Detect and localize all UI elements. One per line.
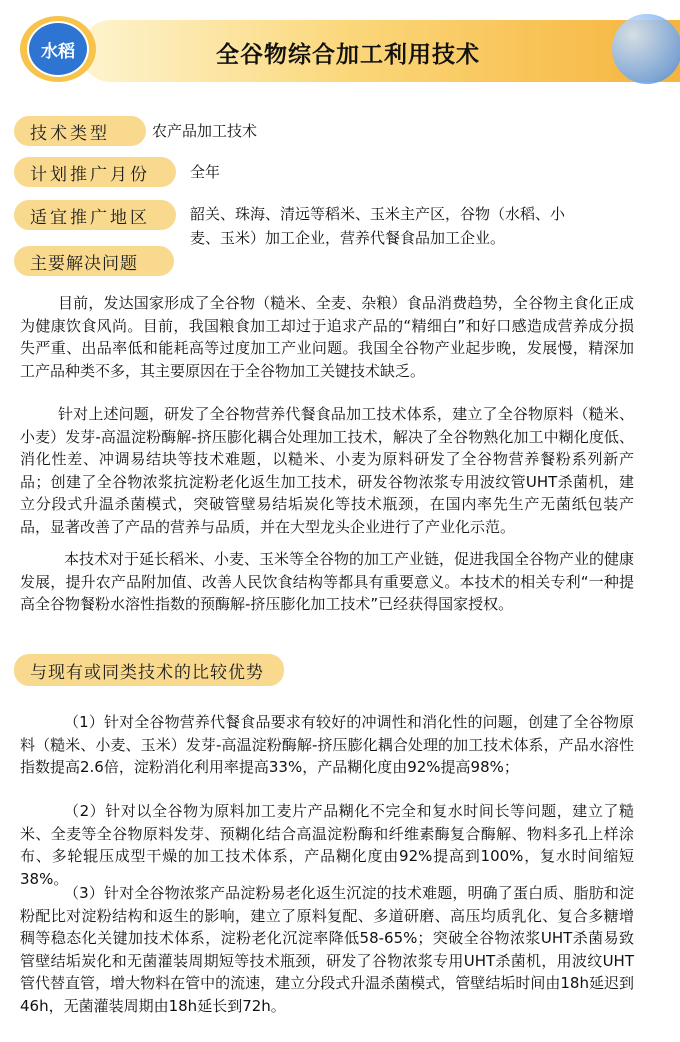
region-value-line1: 韶关、珠海、清远等稻米、玉米主产区，谷物（水稻、小 [190,205,566,223]
category-badge-label: 水稻 [27,21,89,77]
header-banner [20,16,680,88]
tech-type-value: 农产品加工技术 [152,122,258,140]
month-value: 全年 [190,163,221,181]
problems-paragraph-3: 本技术对于延长稻米、小麦、玉米等全谷物的加工产业链，促进我国全谷物产业的健康发展，提升农产品附加值、改善人民饮食结构等都具有重要意义。本技术的相关专利“一种提高全谷物餐粉水溶性指数的预酶解-挤压膨化加工技术”已经获得国家授权。 [20,550,635,613]
page-title: 全谷物综合加工利用技术 [216,42,480,68]
problems-paragraph-2: 针对上述问题，研发了全谷物营养代餐食品加工技术体系，建立了全谷物原料（糙米、小麦）发芽-高温淀粉酶解-挤压膨化耦合处理加工技术，解决了全谷物熟化加工中糊化度低、消化性差、冲调易结块等技术难题，以糙米、小麦为原料研发了全谷物营养餐粉系列新产品；创建了全谷物浓浆抗淀粉老化返生加工技术，研发谷物浓浆专用波纹管UHT杀菌机，建立分段式升温杀菌模式，突破管壁易结垢炭化等技术瓶颈，在国内率先生产无菌纸包装产品，显著改善了产品的营养与品质，并在大型龙头企业进行了产业化示范。 [20,405,634,536]
category-badge [20,16,96,82]
advantages-paragraph-3: （3）针对全谷物浓浆产品淀粉易老化返生沉淀的技术难题，明确了蛋白质、脂肪和淀粉配比对淀粉结构和返生的影响，建立了原料复配、多道研磨、高压均质乳化、复合多糖增稠等稳态化关键加技术体系，淀粉老化沉淀率降低58-65%；突破全谷物浓浆UHT杀菌易致管壁结垢炭化和无菌灌装周期短等技术瓶颈，研发了谷物浓浆专用UHT杀菌机，用波纹UHT管代替直管，增大物料在管中的流速，建立分段式升温杀菌模式，管壁结垢时间由18h延迟到46h，无菌灌装周期由18h延长到72h。 [20,884,634,1015]
problems-paragraph-1: 目前，发达国家形成了全谷物（糙米、全麦、杂粮）食品消费趋势，全谷物主食化正成为健康饮食风尚。目前，我国粮食加工却过于追求产品的“精细白”和好口感造成营养成分损失严重、出品率低和能耗高等过度加工产业问题。我国全谷物产业起步晚，发展慢，精深加工产品种类不多，其主要原因在于全谷物加工关键技术缺乏。 [20,294,634,380]
region-label: 适宜推广地区 [14,200,176,230]
month-label: 计划推广月份 [14,157,176,187]
tech-type-label: 技术类型 [14,116,146,146]
advantages-paragraph-2: （2）针对以全谷物为原料加工麦片产品糊化不完全和复水时间长等问题，建立了糙米、全麦等全谷物原料发芽、预糊化结合高温淀粉酶和纤维素酶复合酶解、物料多孔上样涂布、多轮辊压成型干燥的加工技术体系，产品糊化度由92%提高到100%，复水时间缩短38%。 [20,802,634,888]
region-value-line2: 麦、玉米）加工企业，营养代餐食品加工企业。 [190,229,506,247]
advantages-paragraph-1: （1）针对全谷物营养代餐食品要求有较好的冲调性和消化性的问题，创建了全谷物原料（糙米、小麦、玉米）发芽-高温淀粉酶解-挤压膨化耦合处理的加工技术体系，产品水溶性指数提高2.6倍，淀粉消化利用率提高33%，产品糊化度由92%提高98%； [20,713,634,776]
header-decoration [612,14,680,84]
problems-heading: 主要解决问题 [14,246,174,276]
advantages-heading: 与现有或同类技术的比较优势 [14,654,284,686]
